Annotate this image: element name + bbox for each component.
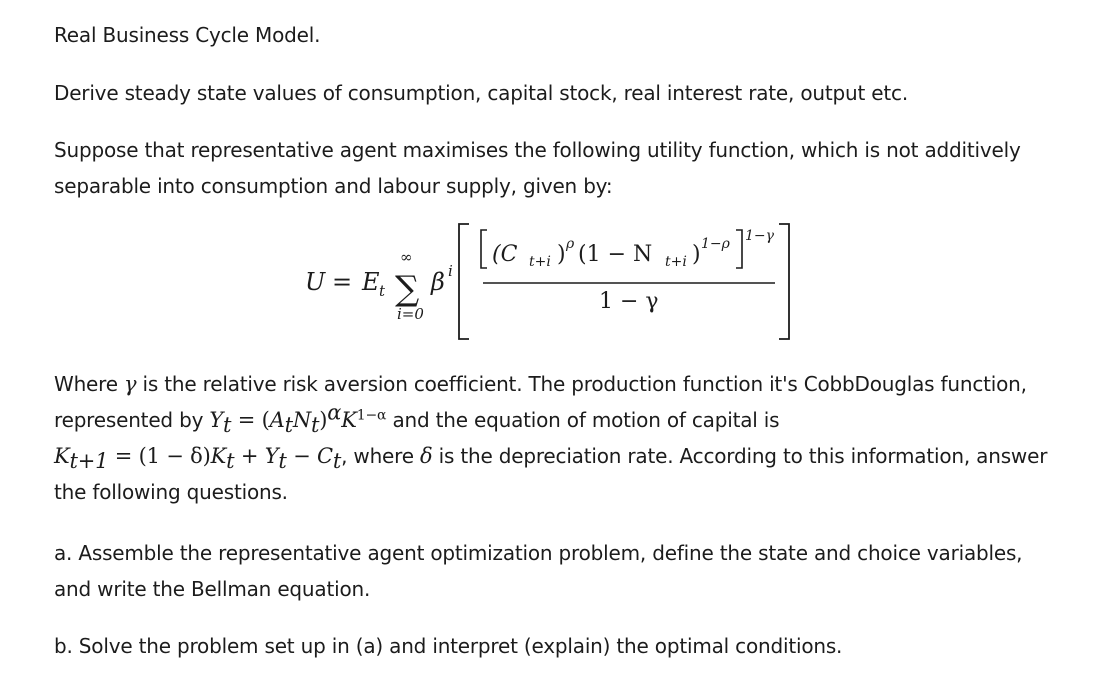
eq-outer-left-bracket bbox=[459, 224, 469, 339]
eq-sum-sign: ∑ bbox=[395, 269, 420, 309]
eq-rho: ρ bbox=[566, 236, 575, 252]
eq-num-C-sub: t+i bbox=[529, 254, 551, 270]
eq-num-N-close: ) bbox=[692, 242, 701, 267]
where-text-2: is the relative risk aversion coefficient. The production function it's CobbDouglas function, represented by bbox=[54, 372, 1027, 432]
where-text-5: is the depreciation rate. According to this information, answer the following questions. bbox=[54, 444, 1048, 504]
eq-outer-right-bracket bbox=[779, 224, 789, 339]
eq-expectation: E bbox=[362, 268, 380, 296]
eq-num-C: (C bbox=[492, 242, 518, 267]
delta-symbol: δ bbox=[420, 444, 433, 468]
eq-inner-right-bracket bbox=[736, 230, 742, 268]
eq-beta-exp: i bbox=[448, 262, 453, 280]
eq-beta: β bbox=[431, 268, 445, 296]
question-b: b. Solve the problem set up in (a) and interpret (explain) the optimal conditions. bbox=[54, 634, 843, 658]
question-a: a. Assemble the representative agent optimization problem, define the state and choice variables, and write the Bellman equation. bbox=[54, 541, 1023, 601]
eq-lhs: U bbox=[305, 268, 326, 296]
eq-expectation-sub: t bbox=[379, 282, 386, 300]
utility-equation bbox=[305, 218, 795, 344]
eq-sum-lower: i=0 bbox=[397, 305, 424, 323]
derive-instruction: Derive steady state values of consumption, capital stock, real interest rate, output etc. bbox=[54, 81, 908, 105]
where-paragraph bbox=[54, 366, 1064, 510]
eq-denominator: 1 − γ bbox=[599, 289, 659, 314]
where-text-3: and the equation of motion of capital is bbox=[386, 408, 780, 432]
title: Real Business Cycle Model. bbox=[54, 23, 321, 47]
eq-outer-exp: 1−γ bbox=[745, 228, 775, 244]
eq-num-C-close: ) bbox=[557, 242, 566, 267]
eq-equals: = bbox=[332, 268, 353, 296]
eq-num-N: (1 − N bbox=[578, 242, 653, 267]
eq-sum-upper: ∞ bbox=[400, 248, 413, 266]
where-text-1: Where bbox=[54, 372, 125, 396]
eq-inner-left-bracket bbox=[481, 230, 487, 268]
eq-one-minus-rho: 1−ρ bbox=[701, 236, 730, 252]
intro-paragraph: Suppose that representative agent maximises the following utility function, which is not additively separable into consumption and labour supply, given by: bbox=[54, 138, 1021, 198]
where-text-4: , where bbox=[341, 444, 421, 468]
gamma-symbol: γ bbox=[124, 372, 137, 396]
eq-num-N-sub: t+i bbox=[665, 254, 687, 270]
motion-equation: $K_{t+1} = (1 - \delta)K_t + Y_t - C_t$ bbox=[54, 444, 342, 473]
production-function: $Y_t = (A_tN_t)^\alpha K^{1-\alpha}$ bbox=[209, 400, 387, 437]
